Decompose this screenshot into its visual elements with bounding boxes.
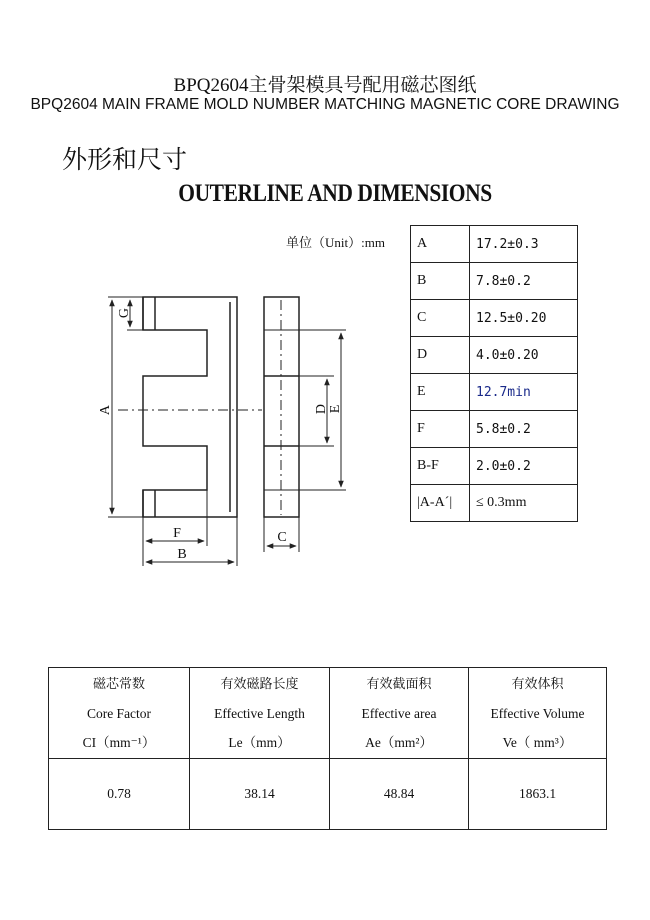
- dim-key: A: [411, 226, 470, 263]
- page-title-en: BPQ2604 MAIN FRAME MOLD NUMBER MATCHING MAGNETIC CORE DRAWING: [30, 96, 620, 113]
- dim-value: 4.0±0.20: [470, 337, 578, 374]
- core-front-view: [143, 297, 237, 517]
- dim-value: ≤ 0.3mm: [470, 485, 578, 522]
- unit-label: 单位（Unit）:mm: [286, 235, 385, 250]
- dim-value: 7.8±0.2: [470, 263, 578, 300]
- dim-label-d: D: [314, 403, 329, 415]
- dim-label-g: G: [117, 307, 132, 319]
- dim-label-a: A: [98, 404, 113, 416]
- table-row: [411, 263, 578, 300]
- table-header-row: [49, 668, 607, 759]
- dim-value: 12.5±0.20: [470, 300, 578, 337]
- dim-value: 2.0±0.2: [470, 448, 578, 485]
- header-effective-length: 有效磁路长度 Effective Length Le（mm）: [190, 668, 330, 759]
- dim-label-c: C: [277, 530, 287, 545]
- dim-value: 5.8±0.2: [470, 411, 578, 448]
- page-title-cn: BPQ2604主骨架模具号配用磁芯图纸: [173, 75, 477, 96]
- dim-key: E: [411, 374, 470, 411]
- header-effective-volume: 有效体积 Effective Volume Ve（ mm³）: [469, 668, 607, 759]
- header-core-factor: 磁芯常数 Core Factor CI（mm⁻¹）: [49, 668, 190, 759]
- section-heading-cn: 外形和尺寸: [62, 145, 188, 174]
- value-effective-area: 48.84: [330, 759, 469, 830]
- table-row: [411, 300, 578, 337]
- dim-key: F: [411, 411, 470, 448]
- dim-label-b: B: [177, 547, 187, 562]
- value-effective-volume: 1863.1: [469, 759, 607, 830]
- dim-key: B: [411, 263, 470, 300]
- table-row: [411, 411, 578, 448]
- table-row: [411, 337, 578, 374]
- dim-label-e: E: [328, 404, 343, 414]
- dim-label-f: F: [173, 526, 181, 541]
- dim-value: 17.2±0.3: [470, 226, 578, 263]
- table-row: [411, 226, 578, 263]
- dim-key: D: [411, 337, 470, 374]
- table-row: [49, 759, 607, 830]
- dim-value-highlight: 12.7min: [470, 374, 578, 411]
- dim-key: C: [411, 300, 470, 337]
- table-row: [411, 374, 578, 411]
- dimensions-table: [410, 225, 578, 522]
- table-row: [411, 485, 578, 522]
- table-row: [411, 448, 578, 485]
- value-core-factor: 0.78: [49, 759, 190, 830]
- dim-key: B-F: [411, 448, 470, 485]
- value-effective-length: 38.14: [190, 759, 330, 830]
- core-properties-table: [48, 667, 607, 830]
- header-effective-area: 有效截面积 Effective area Ae（mm²）: [330, 668, 469, 759]
- dim-key: |A-A´|: [411, 485, 470, 522]
- section-heading-en: OUTERLINE AND DIMENSIONS: [178, 180, 492, 207]
